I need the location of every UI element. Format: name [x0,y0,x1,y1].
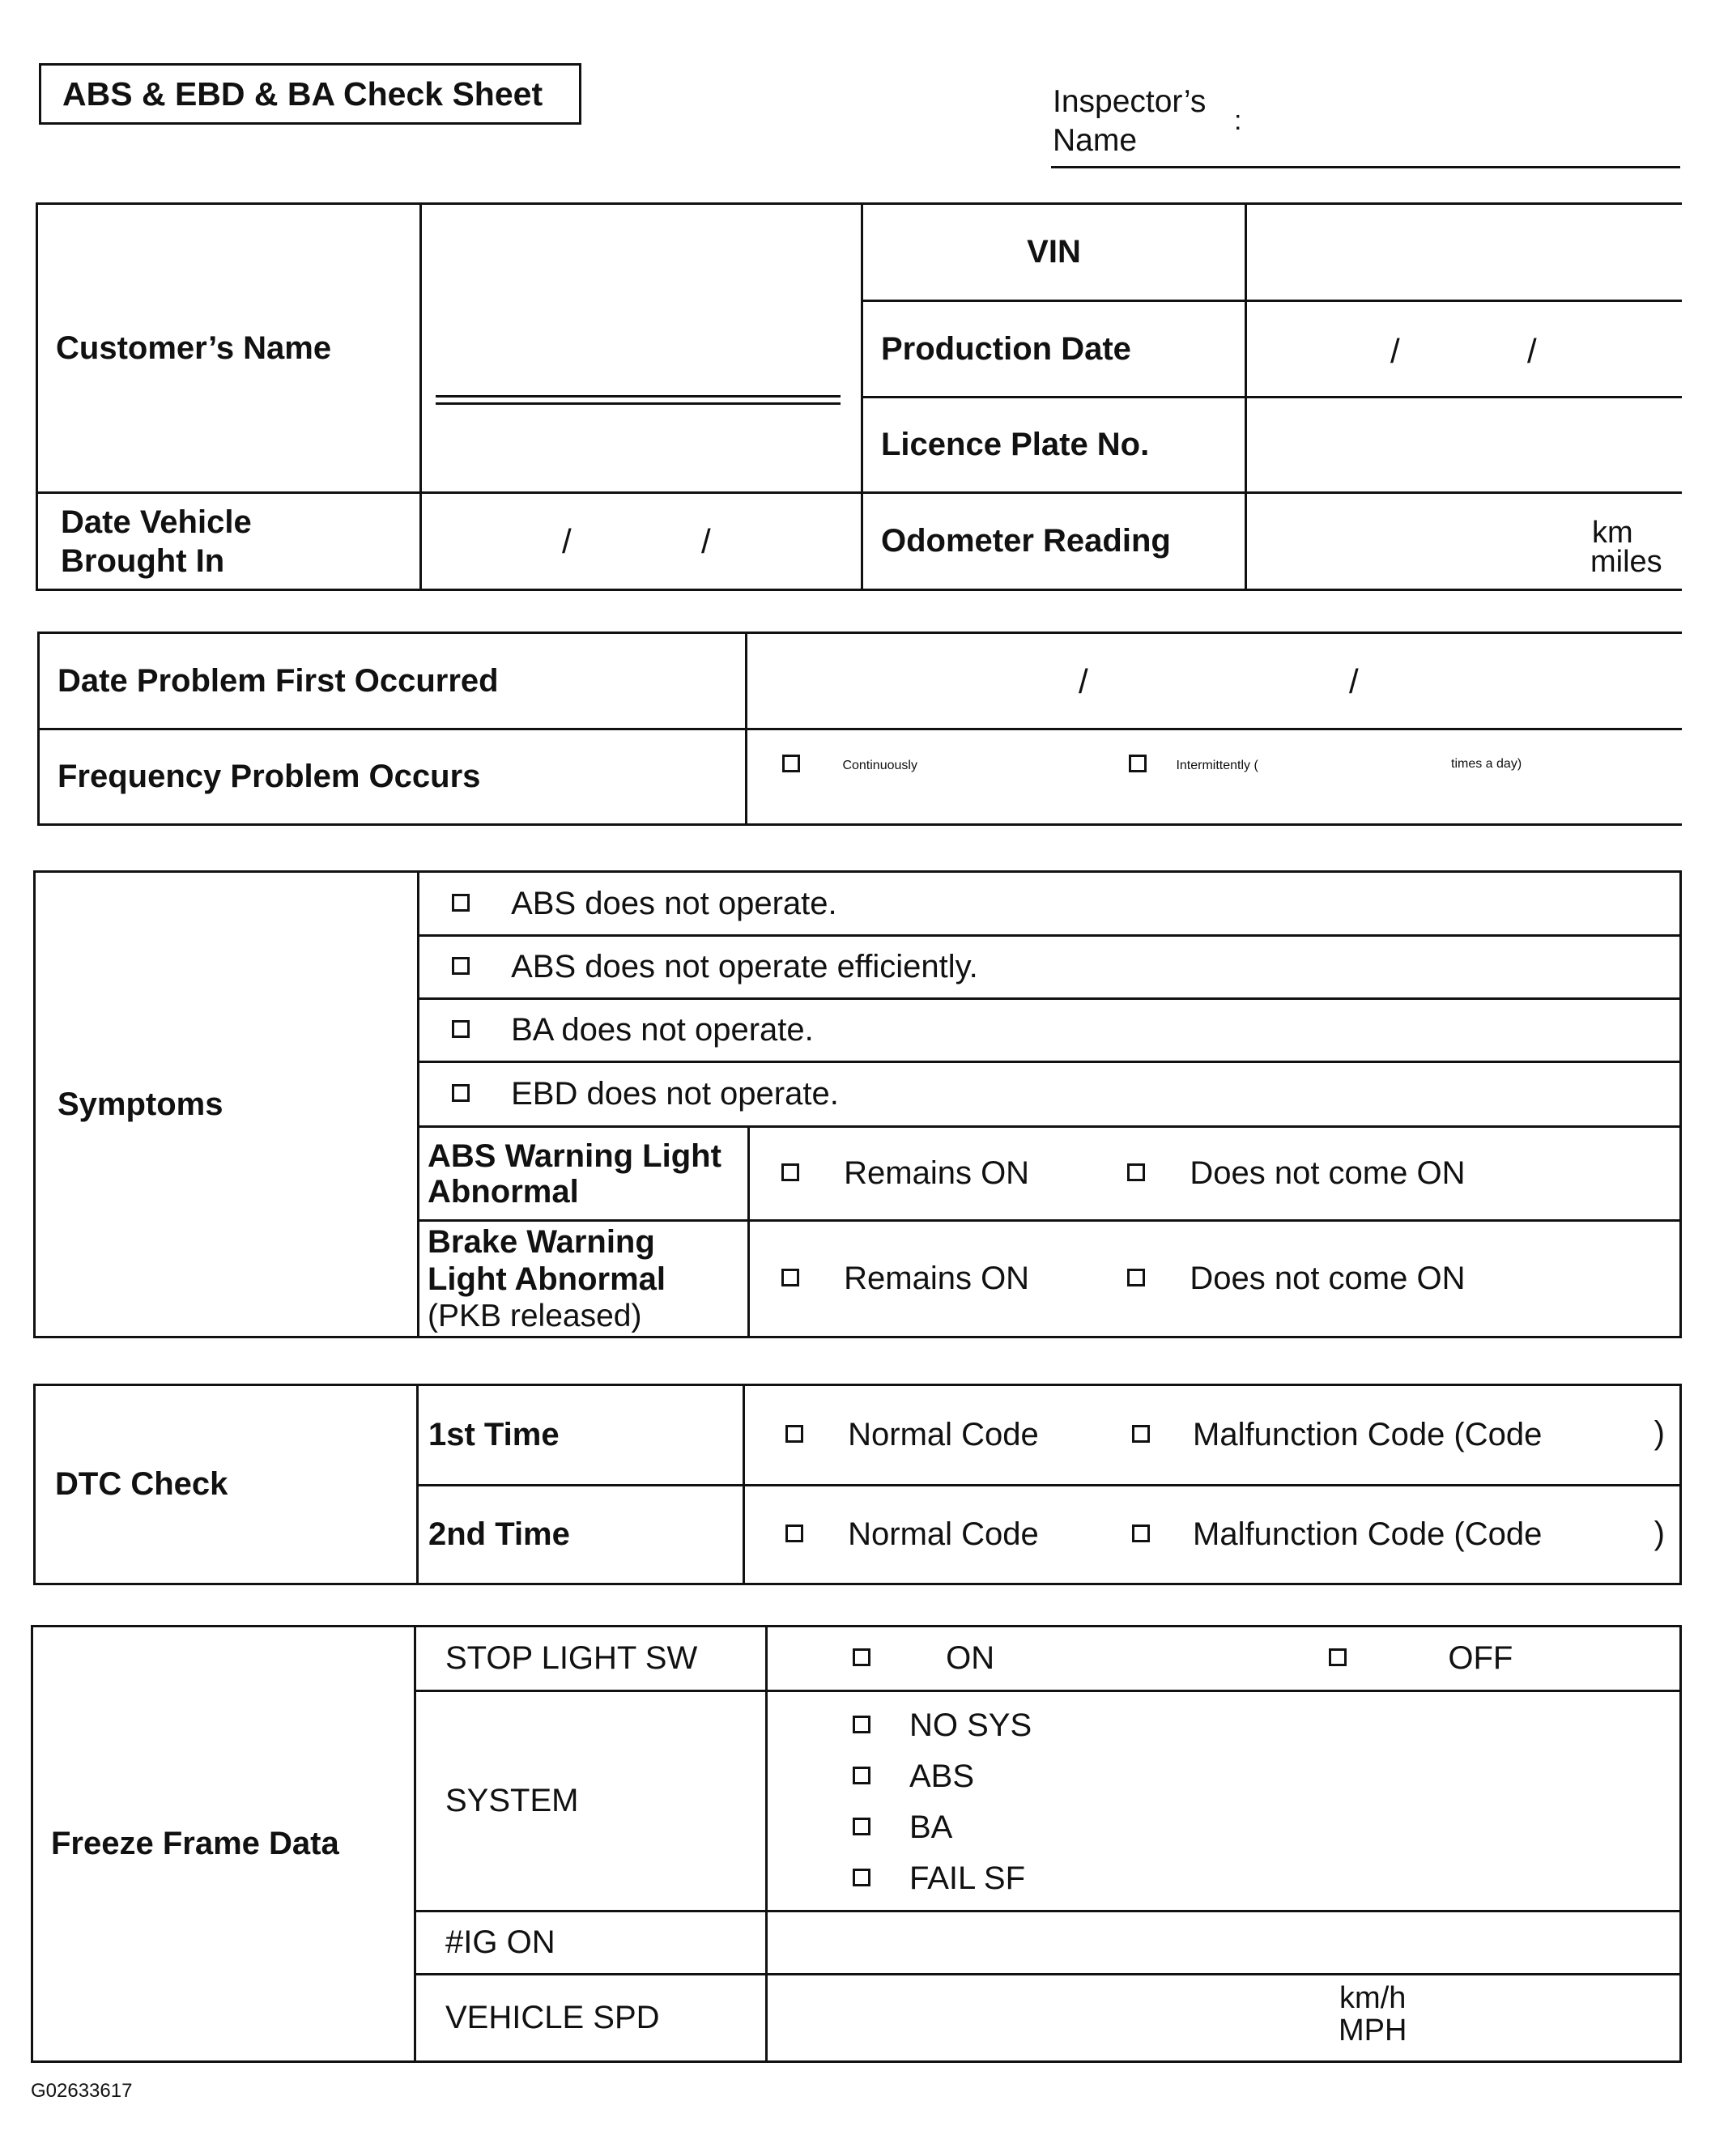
symptom-2-label: ABS does not operate efficiently. [511,949,978,984]
brake-warning-light-label-2: Light Abnormal [428,1261,666,1297]
abs-remains-on-checkbox[interactable] [781,1163,799,1181]
system-label: SYSTEM [415,1691,767,1911]
figure-code: G02633617 [31,2080,133,2102]
intermittently-checkbox[interactable] [1129,755,1147,772]
licence-plate-field[interactable] [1246,398,1682,493]
dtc-second-malfunction-checkbox[interactable] [1132,1525,1150,1542]
inspector-label-line2: Name [1053,123,1138,158]
stop-light-off-checkbox[interactable] [1329,1648,1347,1666]
dtc-check-label: DTC Check [35,1385,418,1584]
dtc-second-normal-label: Normal Code [848,1516,1039,1552]
vin-label: VIN [862,204,1246,301]
vehicle-spd-field[interactable] [767,1975,1681,2062]
ig-on-field[interactable] [767,1911,1681,1975]
system-option-ba[interactable] [768,1802,1679,1853]
frequency-options [747,729,1682,825]
system-option-abs[interactable] [768,1751,1679,1802]
symptoms-label: Symptoms [35,872,419,1337]
production-date-field[interactable] [1246,301,1682,398]
dtc-second-normal-checkbox[interactable] [785,1525,803,1542]
date-brought-in-label-1: Date Vehicle [61,504,252,540]
production-date-slash-2: / [1527,332,1537,370]
date-problem-slash-2: / [1349,662,1359,700]
date-problem-first-label: Date Problem First Occurred [39,633,747,729]
odometer-units [1590,516,1662,579]
symptom-row-1[interactable] [419,872,1681,936]
dtc-second-close-paren: ) [1654,1516,1665,1551]
dtc-first-time-label: 1st Time [418,1385,744,1486]
date-brought-in-field[interactable] [421,493,862,590]
symptom-1-checkbox[interactable] [452,894,470,912]
stop-light-sw-options [767,1627,1681,1691]
frequency-continuously-option[interactable] [782,757,917,775]
intermittently-label: Intermittently ( [1176,759,1258,773]
abs-checkbox[interactable] [853,1767,870,1784]
brake-remains-on-label: Remains ON [844,1261,1030,1296]
ig-on-label: #IG ON [415,1911,767,1975]
brake-warning-light-label-1: Brake Warning [428,1223,655,1260]
continuously-label: Continuously [842,759,917,773]
inspector-name-field[interactable] [1051,166,1680,168]
symptom-1-label: ABS does not operate. [511,885,837,921]
continuously-checkbox[interactable] [782,755,800,772]
customer-name-field[interactable] [421,204,862,493]
brake-warning-light-label [419,1221,749,1337]
abs-does-not-come-on-label: Does not come ON [1190,1155,1466,1191]
licence-plate-label: Licence Plate No. [862,398,1246,493]
times-a-day-label: times a day) [1451,757,1522,771]
dtc-first-malfunction-checkbox[interactable] [1132,1425,1150,1443]
symptom-row-4[interactable] [419,1062,1681,1127]
brake-does-not-come-on-label: Does not come ON [1190,1261,1466,1296]
inspector-name-label [1053,83,1206,160]
dtc-first-malfunction-label: Malfunction Code (Code [1193,1417,1543,1452]
customer-name-underline-bottom [436,402,841,405]
symptom-4-label: EBD does not operate. [511,1076,839,1112]
brake-warning-light-note: (PKB released) [428,1298,642,1333]
system-option-fail-sf[interactable] [768,1853,1679,1904]
frequency-label: Frequency Problem Occurs [39,729,747,825]
dtc-first-normal-checkbox[interactable] [785,1425,803,1443]
date-brought-in-slash-1: / [562,522,572,560]
symptom-3-label: BA does not operate. [511,1012,814,1048]
no-sys-label: NO SYS [909,1707,1032,1743]
odometer-unit-km: km [1592,516,1633,550]
brake-remains-on-checkbox[interactable] [781,1269,799,1286]
dtc-second-time-options [744,1486,1681,1584]
dtc-check-table [33,1384,1682,1585]
stop-light-on-label: ON [946,1640,995,1676]
ba-checkbox[interactable] [853,1818,870,1835]
vehicle-info-table [36,202,1682,591]
stop-light-sw-label: STOP LIGHT SW [415,1627,767,1691]
frequency-intermittently-option[interactable] [1129,757,1258,775]
abs-remains-on-label: Remains ON [844,1155,1030,1191]
production-date-label: Production Date [862,301,1246,398]
symptom-2-checkbox[interactable] [452,957,470,975]
spd-unit-mph: MPH [1339,2014,1407,2048]
vin-field[interactable] [1246,204,1682,301]
production-date-slash-1: / [1390,332,1400,370]
abs-warning-light-label-1: ABS Warning Light [428,1138,721,1174]
symptom-row-2[interactable] [419,936,1681,999]
symptoms-table [33,870,1682,1338]
dtc-first-time-options [744,1385,1681,1486]
freeze-frame-label: Freeze Frame Data [32,1627,415,2062]
odometer-unit-miles: miles [1590,545,1662,579]
spd-unit-kmh: km/h [1339,1981,1407,2015]
customer-name-underline-top [436,395,841,398]
dtc-second-time-label: 2nd Time [418,1486,744,1584]
stop-light-on-checkbox[interactable] [853,1648,870,1666]
stop-light-off-label: OFF [1448,1640,1513,1676]
dtc-second-malfunction-label: Malfunction Code (Code [1193,1516,1543,1552]
freeze-frame-table [31,1625,1682,2063]
ba-label: BA [909,1809,953,1845]
date-brought-in-slash-2: / [701,522,711,560]
problem-table [37,631,1682,826]
symptom-3-checkbox[interactable] [452,1020,470,1038]
symptom-row-3[interactable] [419,999,1681,1062]
vehicle-spd-label: VEHICLE SPD [415,1975,767,2062]
customer-name-label: Customer’s Name [37,204,421,493]
dtc-first-close-paren: ) [1654,1415,1665,1451]
odometer-label: Odometer Reading [862,493,1246,590]
dtc-first-normal-label: Normal Code [848,1417,1039,1452]
abs-warning-light-options [749,1127,1681,1221]
date-brought-in-label [37,493,421,590]
date-brought-in-label-2: Brought In [61,542,225,579]
date-problem-slash-1: / [1079,662,1088,700]
sheet-title: ABS & EBD & BA Check Sheet [39,63,581,125]
abs-warning-light-label [419,1127,749,1221]
abs-label: ABS [909,1758,975,1794]
system-options [767,1691,1681,1911]
system-option-no-sys[interactable] [768,1700,1679,1751]
fail-sf-label: FAIL SF [909,1860,1026,1896]
inspector-colon: : [1234,105,1242,136]
symptom-4-checkbox[interactable] [452,1084,470,1102]
date-problem-first-field[interactable] [747,633,1682,729]
abs-warning-light-label-2: Abnormal [428,1173,579,1210]
inspector-label-line1: Inspector’s [1053,84,1207,119]
abs-does-not-come-on-checkbox[interactable] [1127,1163,1145,1181]
vehicle-spd-units [1339,1982,1407,2047]
no-sys-checkbox[interactable] [853,1716,870,1733]
fail-sf-checkbox[interactable] [853,1869,870,1886]
brake-does-not-come-on-checkbox[interactable] [1127,1269,1145,1286]
brake-warning-light-options [749,1221,1681,1337]
